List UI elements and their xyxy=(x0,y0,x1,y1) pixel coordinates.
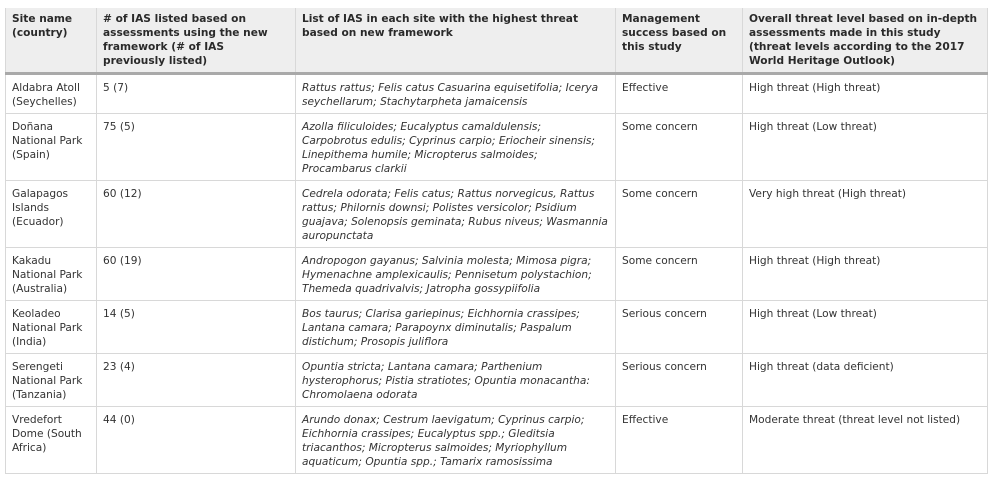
cell-species: Arundo donax; Cestrum laevigatum; Cyprinus carpio; Eichhornia crassipes; Eucalyptus spp.; Gleditsia triacanthos; Micropterus salmoides; Myriophyllum aquaticum; Opuntia spp.; Tamarix ramosissima xyxy=(296,407,616,474)
table-row xyxy=(6,114,988,181)
cell-site: Aldabra Atoll (Seychelles) xyxy=(6,74,97,114)
cell-site: Keoladeo National Park (India) xyxy=(6,301,97,354)
cell-species: Opuntia stricta; Lantana camara; Parthenium hysterophorus; Pistia stratiotes; Opuntia monacantha: Chromolaena odorata xyxy=(296,354,616,407)
ias-table xyxy=(5,8,988,474)
header-management: Management success based on this study xyxy=(616,8,743,74)
cell-threat: High threat (Low threat) xyxy=(743,301,988,354)
cell-count: 75 (5) xyxy=(97,114,296,181)
cell-threat: High threat (High threat) xyxy=(743,248,988,301)
cell-site: Kakadu National Park (Australia) xyxy=(6,248,97,301)
table-row xyxy=(6,301,988,354)
cell-count: 14 (5) xyxy=(97,301,296,354)
cell-management: Serious concern xyxy=(616,354,743,407)
cell-threat: Moderate threat (threat level not listed) xyxy=(743,407,988,474)
cell-count: 23 (4) xyxy=(97,354,296,407)
cell-species: Bos taurus; Clarisa gariepinus; Eichhornia crassipes; Lantana camara; Parapoynx diminutalis; Paspalum distichum; Prosopis juliflora xyxy=(296,301,616,354)
header-row xyxy=(6,8,988,74)
cell-count: 60 (19) xyxy=(97,248,296,301)
cell-threat: Very high threat (High threat) xyxy=(743,181,988,248)
cell-management: Some concern xyxy=(616,181,743,248)
cell-count: 60 (12) xyxy=(97,181,296,248)
cell-management: Some concern xyxy=(616,248,743,301)
table-row xyxy=(6,407,988,474)
cell-site: Galapagos Islands (Ecuador) xyxy=(6,181,97,248)
cell-site: Vredefort Dome (South Africa) xyxy=(6,407,97,474)
cell-threat: High threat (Low threat) xyxy=(743,114,988,181)
table-row xyxy=(6,354,988,407)
cell-species: Azolla filiculoides; Eucalyptus camaldulensis; Carpobrotus edulis; Cyprinus carpio; Eriocheir sinensis; Linepithema humile; Micropterus salmoides; Procambarus clarkii xyxy=(296,114,616,181)
cell-threat: High threat (data deficient) xyxy=(743,354,988,407)
cell-site: Serengeti National Park (Tanzania) xyxy=(6,354,97,407)
cell-species: Rattus rattus; Felis catus Casuarina equisetifolia; Icerya seychellarum; Stachytarpheta jamaicensis xyxy=(296,74,616,114)
cell-threat: High threat (High threat) xyxy=(743,74,988,114)
cell-count: 44 (0) xyxy=(97,407,296,474)
header-species: List of IAS in each site with the highest threat based on new framework xyxy=(296,8,616,74)
table-row xyxy=(6,248,988,301)
header-site: Site name (country) xyxy=(6,8,97,74)
table-row xyxy=(6,74,988,114)
cell-management: Serious concern xyxy=(616,301,743,354)
cell-management: Effective xyxy=(616,407,743,474)
cell-count: 5 (7) xyxy=(97,74,296,114)
table-row xyxy=(6,181,988,248)
header-count: # of IAS listed based on assessments using the new framework (# of IAS previously listed) xyxy=(97,8,296,74)
cell-species: Cedrela odorata; Felis catus; Rattus norvegicus, Rattus rattus; Philornis downsi; Polistes versicolor; Psidium guajava; Solenopsis geminata; Rubus niveus; Wasmannia auropunctata xyxy=(296,181,616,248)
cell-site: Doñana National Park (Spain) xyxy=(6,114,97,181)
ias-table-container xyxy=(5,8,987,474)
cell-species: Andropogon gayanus; Salvinia molesta; Mimosa pigra; Hymenachne amplexicaulis; Pennisetum polystachion; Themeda quadrivalvis; Jatropha gossypiifolia xyxy=(296,248,616,301)
header-threat: Overall threat level based on in-depth assessments made in this study (threat levels according to the 2017 World Heritage Outlook) xyxy=(743,8,988,74)
cell-management: Some concern xyxy=(616,114,743,181)
cell-management: Effective xyxy=(616,74,743,114)
